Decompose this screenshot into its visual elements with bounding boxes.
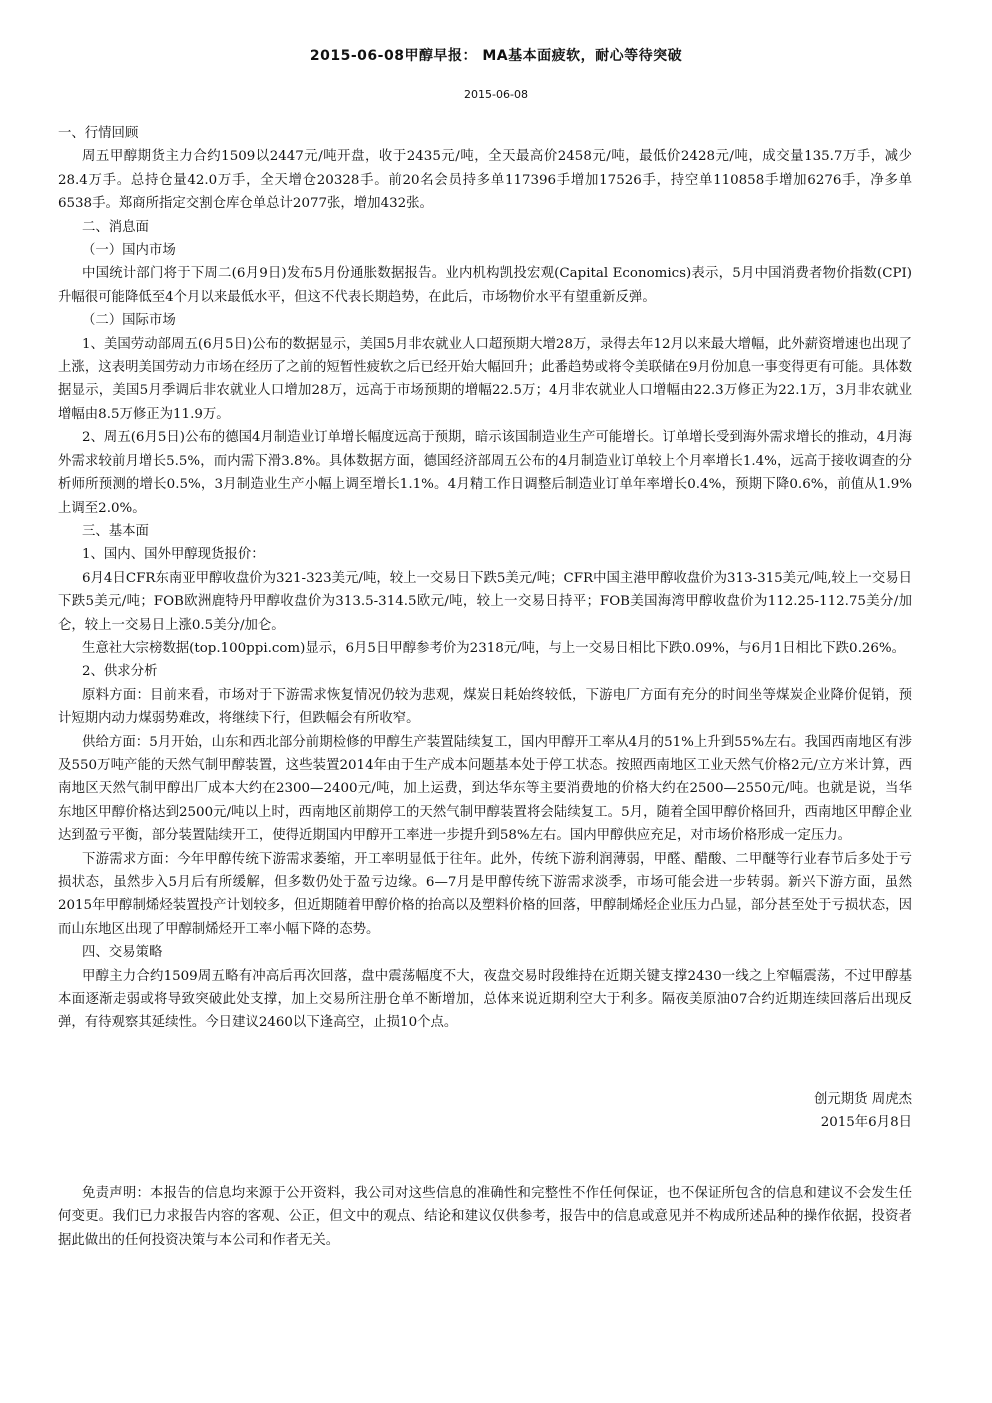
- paragraph-us-employment: 1、美国劳动部周五(6月5日)公布的数据显示，美国5月非农就业人口超预期大增28万，录得去年12月以来最大增幅，此外薪资增速也出现了上涨，这表明美国劳动力市场在经历了之前的短暂性疲软之后已经开始大幅回升；此番趋势或将令美联储在9月份加息一事变得更有可能。具体数据显示，美国5月季调后非农就业人口增加28万，远高于市场预期的增幅22.5万；4月非农就业人口增幅由22.3万修正为22.1万，3月非农就业增幅由8.5万修正为11.9万。: [58, 336, 912, 422]
- paragraph-downstream-demand: 下游需求方面：今年甲醇传统下游需求萎缩，开工率明显低于往年。此外，传统下游利润薄弱，甲醛、醋酸、二甲醚等行业春节后多处于亏损状态，虽然步入5月后有所缓解，但多数仍处于盈亏边缘。6—7月是甲醇传统下游需求淡季，市场可能会进一步转弱。新兴下游方面，虽然2015年甲醇制烯烃装置投产计划较多，但近期随着甲醇价格的抬高以及塑料价格的回落，甲醇制烯烃企业压力凸显，部分甚至处于亏损状态，因而山东地区出现了甲醇制烯烃开工率小幅下降的态势。: [58, 851, 912, 937]
- signature-date: 2015年6月8日: [820, 1115, 912, 1131]
- disclaimer-text: 免责声明：本报告的信息均来源于公开资料，我公司对这些信息的准确性和完整性不作任何保证，也不保证所包含的信息和建议不会发生任何变更。我们已力求报告内容的客观、公正，但文中的观点、结论和建议仅供参考，报告中的信息或意见并不构成所述品种的操作依据，投资者据此做出的任何投资决策与本公司和作者无关。: [58, 1186, 912, 1248]
- paragraph-reference-price: 生意社大宗榜数据(top.100ppi.com)显示，6月5日甲醇参考价为2318元/吨，与上一交易日相比下跌0.09%，与6月1日相比下跌0.26%。: [82, 640, 905, 656]
- subheading-domestic-market: （一）国内市场: [82, 243, 176, 259]
- section-heading-news: 二、消息面: [82, 219, 149, 235]
- signature-block: [814, 1088, 912, 1135]
- paragraph-supply: 供给方面：5月开始，山东和西北部分前期检修的甲醇生产装置陆续复工，国内甲醇开工率从4月的51%上升到55%左右。我国西南地区有涉及550万吨产能的天然气制甲醇装置，这些装置2014年由于生产成本问题基本处于停工状态。按照西南地区工业天然气价格2元/立方米计算，西南地区天然气制甲醇出厂成本大约在2300—2400元/吨，加上运费，到达华东等主要消费地的价格大约在2500—2550元/吨。也就是说，当华东地区甲醇价格达到2500元/吨以上时，西南地区前期停工的天然气制甲醇装置将会陆续复工。5月，随着全国甲醇价格回升，西南地区甲醇企业达到盈亏平衡，部分装置陆续开工，使得近期国内甲醇开工率进一步提升到58%左右。国内甲醇供应充足，对市场价格形成一定压力。: [58, 734, 912, 844]
- report-date: 2015-06-08: [464, 88, 528, 101]
- paragraph-domestic-news: 中国统计部门将于下周二(6月9日)发布5月份通胀数据报告。业内机构凯投宏观(Capital Economics)表示，5月中国消费者物价指数(CPI)升幅很可能降低至4个月以来最低水平，但这不代表长期趋势，在此后，市场物价水平有望重新反弹。: [58, 266, 912, 305]
- subheading-spot-prices: 1、国内、国外甲醇现货报价：: [82, 547, 265, 563]
- paragraph-german-orders: 2、周五(6月5日)公布的德国4月制造业订单增长幅度远高于预期，暗示该国制造业生产可能增长。订单增长受到海外需求增长的推动，4月海外需求较前月增长5.5%，而内需下滑3.8%。具体数据方面，德国经济部周五公布的4月制造业订单较上个月率增长1.4%，远高于接收调查的分析师所预测的增长0.5%，3月制造业生产小幅上调至增长1.1%。4月精工作日调整后制造业订单年率增长0.4%，预期下降0.6%，前值从1.9%上调至2.0%。: [58, 430, 912, 516]
- paragraph-raw-materials: 原料方面：目前来看，市场对于下游需求恢复情况仍较为悲观，煤炭日耗始终较低，下游电厂方面有充分的时间坐等煤炭企业降价促销，预计短期内动力煤弱势难改，将继续下行，但跌幅会有所收窄。: [58, 687, 912, 727]
- section-heading-fundamentals: 三、基本面: [82, 523, 149, 539]
- paragraph-spot-prices: 6月4日CFR东南亚甲醇收盘价为321-323美元/吨，较上一交易日下跌5美元/吨；CFR中国主港甲醇收盘价为313-315美元/吨,较上一交易日下跌5美元/吨；FOB欧洲鹿特丹甲醇收盘价为313.5-314.5欧元/吨，较上一交易日持平；FOB美国海湾甲醇收盘价为112.25-112.75美分/加仑，较上一交易日上涨0.5美分/加仑。: [58, 570, 912, 633]
- signature-author: 创元期货 周虎杰: [814, 1092, 912, 1107]
- subheading-international-market: （二）国际市场: [82, 313, 176, 329]
- paragraph-strategy: 甲醇主力合约1509周五略有冲高后再次回落，盘中震荡幅度不大，夜盘交易时段维持在近期关键支撑2430一线之上窄幅震荡，不过甲醇基本面逐渐走弱或将导致突破此处支撑，加上交易所注册仓单不断增加，总体来说近期利空大于利多。隔夜美原油07合约近期连续回落后出现反弹，有待观察其延续性。今日建议2460以下逢高空，止损10个点。: [58, 968, 912, 1031]
- section-heading-market-review: 一、行情回顾: [58, 126, 139, 141]
- subheading-supply-demand: 2、供求分析: [82, 664, 158, 680]
- report-body: [58, 122, 912, 1035]
- section-heading-strategy: 四、交易策略: [82, 945, 163, 961]
- report-title: 2015-06-08甲醇早报： MA基本面疲软，耐心等待突破: [309, 48, 683, 64]
- paragraph-market-review: 周五甲醇期货主力合约1509以2447元/吨开盘，收于2435元/吨，全天最高价2458元/吨，最低价2428元/吨，成交量135.7万手，减少28.4万手。总持仓量42.0万手，全天增仓20328手。前20名会员持多单117396手增加17526手，持空单110858手增加6276手，净多单6538手。郑商所指定交割仓库仓单总计2077张，增加432张。: [58, 149, 912, 212]
